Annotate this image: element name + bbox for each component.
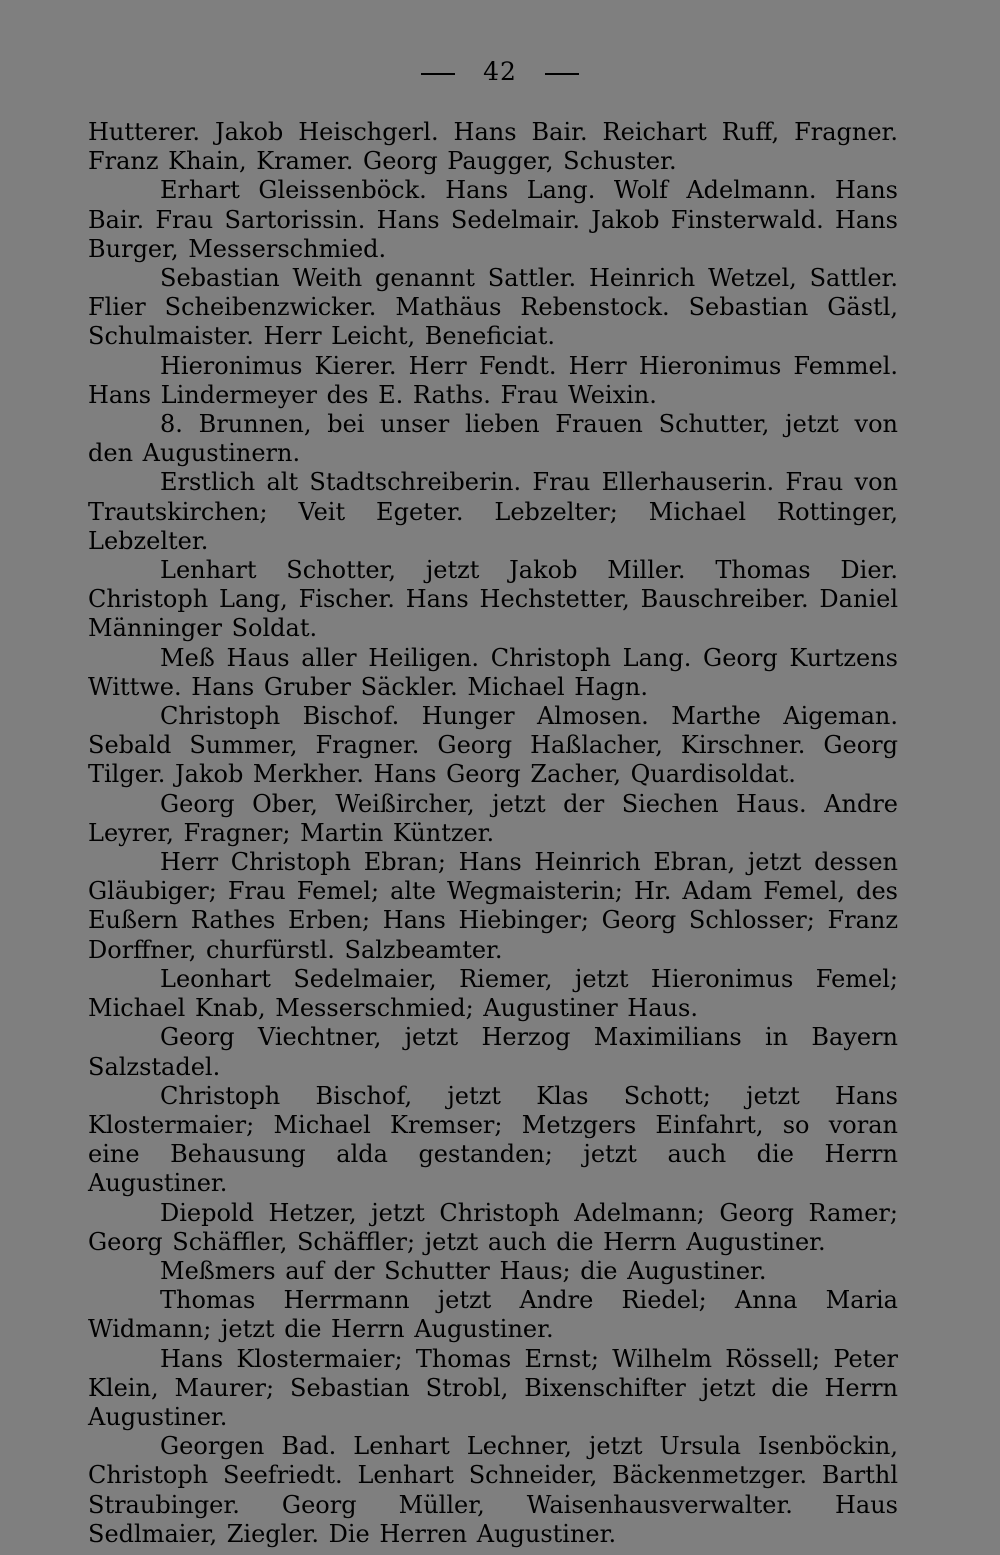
paragraph: Hans Klostermaier; Thomas Ernst; Wilhelm Rössell; Peter Klein, Maurer; Sebastian Strobl, Bixenschifter jetzt die Herrn Augustiner.: [88, 1344, 898, 1431]
paragraph: Hieronimus Kierer. Herr Fendt. Herr Hieronimus Femmel. Hans Lindermeyer des E. Raths. Frau Weixin.: [88, 351, 898, 409]
paragraph: Sebastian Weith genannt Sattler. Heinrich Wetzel, Sattler. Flier Scheibenzwicker. Mathäus Rebenstock. Sebastian Gästl, Schulmaister. Herr Leicht, Beneficiat.: [88, 264, 898, 351]
paragraph: Christoph Bischof, jetzt Klas Schott; jetzt Hans Klostermaier; Michael Kremser; Metzgers Einfahrt, so voran eine Behausung alda gestanden; jetzt auch die Herrn Augustiner.: [88, 1081, 898, 1198]
paragraph: Georg Ober, Weißircher, jetzt der Siechen Haus. Andre Leyrer, Fragner; Martin Küntzer.: [88, 789, 898, 847]
paragraph: Lenhart Schotter, jetzt Jakob Miller. Thomas Dier. Christoph Lang, Fischer. Hans Hechstetter, Bauschreiber. Daniel Männinger Soldat.: [88, 556, 898, 643]
paragraph: Erstlich alt Stadtschreiberin. Frau Ellerhauserin. Frau von Trautskirchen; Veit Egeter. Lebzelter; Michael Rottinger, Lebzelter.: [88, 468, 898, 555]
paragraph: Leonhart Sedelmaier, Riemer, jetzt Hieronimus Femel; Michael Knab, Messerschmied; Augustiner Haus.: [88, 964, 898, 1023]
paragraph: Meßmers auf der Schutter Haus; die Augustiner.: [160, 1256, 767, 1285]
paragraph: Georgen Bad. Lenhart Lechner, jetzt Ursula Isenböckin, Christoph Seefriedt. Lenhart Schneider, Bäckenmetzger. Barthl Straubinger. Georg Müller, Waisenhausverwalter. Haus Sedlmaier, Ziegler. Die Herren Augustiner.: [88, 1432, 898, 1548]
paragraph: Hutterer. Jakob Heischgerl. Hans Bair. Reichart Ruff, Fragner. Franz Khain, Kramer. Georg Paugger, Schuster.: [88, 118, 898, 176]
paragraph: Thomas Herrmann jetzt Andre Riedel; Anna Maria Widmann; jetzt die Herrn Augustiner.: [88, 1286, 898, 1344]
page-header: [0, 56, 1000, 88]
text-body: [88, 118, 898, 1549]
header-dash-left: [421, 73, 455, 75]
paragraph: Georg Viechtner, jetzt Herzog Maximilians in Bayern Salzstadel.: [88, 1023, 898, 1081]
page-number: 42: [483, 57, 517, 86]
header-dash-right: [545, 73, 579, 75]
paragraph: Herr Christoph Ebran; Hans Heinrich Ebran, jetzt dessen Gläubiger; Frau Femel; alte Wegmaisterin; Hr. Adam Femel, des Eußern Rathes Erben; Hans Hiebinger; Georg Schlosser; Franz Dorffner, churfürstl. Salzbeamter.: [88, 848, 898, 964]
paragraph: Diepold Hetzer, jetzt Christoph Adelmann; Georg Ramer; Georg Schäffler, Schäffler; jetzt auch die Herrn Augustiner.: [88, 1198, 898, 1256]
paragraph: Christoph Bischof. Hunger Almosen. Marthe Aigeman. Sebald Summer, Fragner. Georg Haßlacher, Kirschner. Georg Tilger. Jakob Merkher. Hans Georg Zacher, Quardisoldat.: [88, 702, 898, 789]
paragraph: 8. Brunnen, bei unser lieben Frauen Schutter, jetzt von den Augustinern.: [88, 410, 898, 468]
paragraph: Erhart Gleissenböck. Hans Lang. Wolf Adelmann. Hans Bair. Frau Sartorissin. Hans Sedelmair. Jakob Finsterwald. Hans Burger, Messerschmied.: [88, 176, 898, 263]
paragraph: Meß Haus aller Heiligen. Christoph Lang. Georg Kurtzens Wittwe. Hans Gruber Säckler. Michael Hagn.: [88, 643, 898, 701]
